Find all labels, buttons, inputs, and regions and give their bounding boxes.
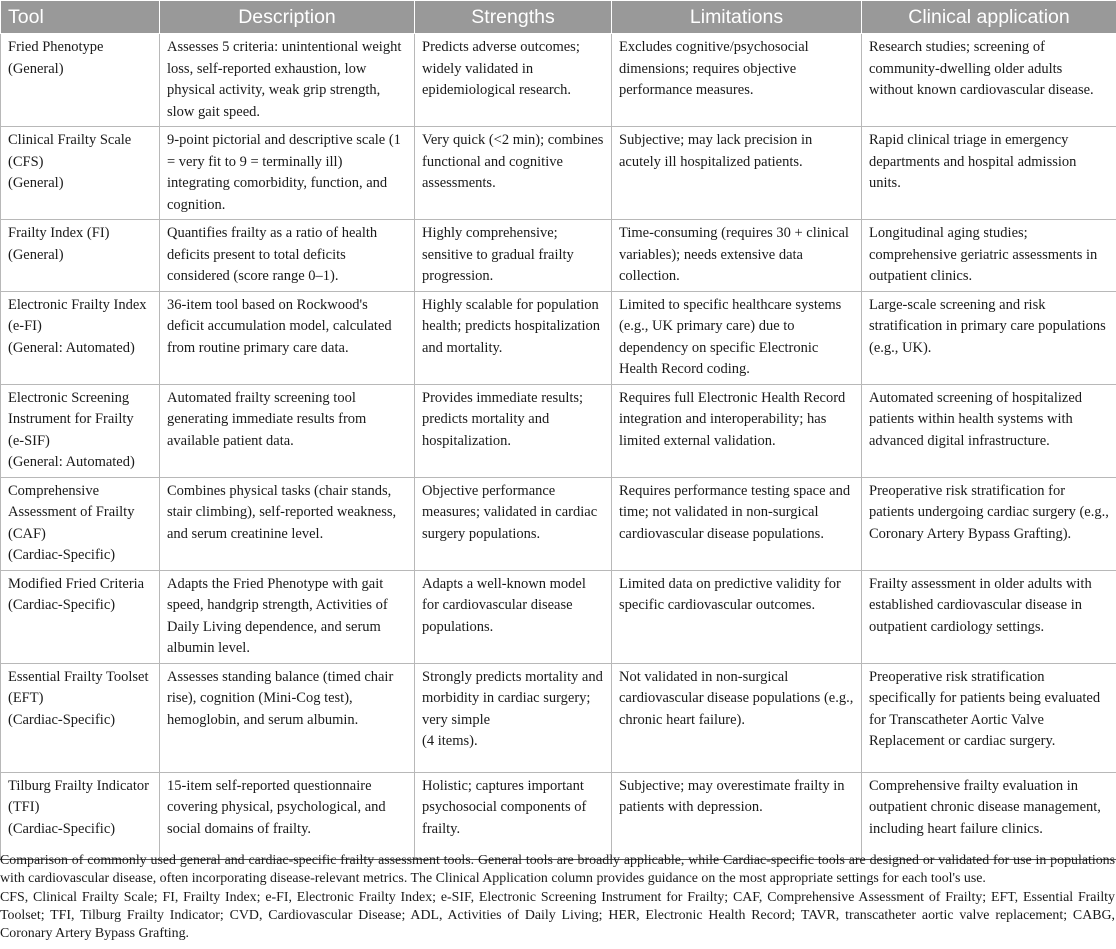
- table-row: [1, 477, 1116, 570]
- cell-clinical-application: Automated screening of hospitalized patients within health systems with advanced digital infrastructure.: [862, 384, 1116, 477]
- cell-tool: Modified Fried Criteria (Cardiac-Specific): [1, 570, 160, 663]
- footnote-abbreviations: CFS, Clinical Frailty Scale; FI, Frailty Index; e-FI, Electronic Frailty Index; e-SIF, Electronic Screening Instrument for Frailty; CAF, Comprehensive Assessment of Frailty; EFT, Essential Frailty Toolset; TFI, Tilburg Frailty Indicator; CVD, Cardiovascular Disease; ADL, Activities of Daily Living; HER, Electronic Health Record; TAVR, transcatheter aortic valve replacement; CABG, Coronary Artery Bypass Grafting.: [0, 889, 1115, 942]
- cell-clinical-application: Large-scale screening and risk stratification in primary care populations (e.g., UK).: [862, 291, 1116, 384]
- cell-limitations: Limited data on predictive validity for specific cardiovascular outcomes.: [612, 570, 862, 663]
- table-row: [1, 772, 1116, 859]
- table-row: [1, 34, 1116, 127]
- cell-tool: Tilburg Frailty Indicator (TFI) (Cardiac-Specific): [1, 772, 160, 859]
- cell-strengths: Adapts a well-known model for cardiovascular disease populations.: [415, 570, 612, 663]
- footnote-caption: Comparison of commonly used general and cardiac-specific frailty assessment tools. General tools are broadly applicable, while Cardiac-specific tools are designed or validated for use in populations with cardiovascular disease, often incorporating disease-relevant metrics. The Clinical Application column provides guidance on the most appropriate settings for each tool's use.: [0, 853, 1115, 887]
- table-row: [1, 127, 1116, 220]
- cell-limitations: Requires full Electronic Health Record integration and interoperability; has limited external validation.: [612, 384, 862, 477]
- table-footnote: [0, 852, 1116, 943]
- cell-description: 9-point pictorial and descriptive scale (1 = very fit to 9 = terminally ill) integrating comorbidity, function, and cognition.: [160, 127, 415, 220]
- cell-strengths: Predicts adverse outcomes; widely validated in epidemiological research.: [415, 34, 612, 127]
- cell-strengths: Highly scalable for population health; predicts hospitalization and mortality.: [415, 291, 612, 384]
- cell-tool: Electronic Frailty Index (e-FI) (General: Automated): [1, 291, 160, 384]
- cell-strengths: Holistic; captures important psychosocial components of frailty.: [415, 772, 612, 859]
- cell-clinical-application: Research studies; screening of community-dwelling older adults without known cardiovascular disease.: [862, 34, 1116, 127]
- cell-strengths: Highly comprehensive; sensitive to gradual frailty progression.: [415, 220, 612, 292]
- cell-limitations: Time-consuming (requires 30 + clinical variables); needs extensive data collection.: [612, 220, 862, 292]
- cell-description: Automated frailty screening tool generating immediate results from available patient data.: [160, 384, 415, 477]
- cell-clinical-application: Longitudinal aging studies; comprehensive geriatric assessments in outpatient clinics.: [862, 220, 1116, 292]
- cell-limitations: Subjective; may overestimate frailty in patients with depression.: [612, 772, 862, 859]
- table-row: [1, 384, 1116, 477]
- cell-tool: Essential Frailty Toolset (EFT) (Cardiac-Specific): [1, 663, 160, 772]
- cell-tool: Fried Phenotype (General): [1, 34, 160, 127]
- header-row: [1, 1, 1116, 34]
- cell-clinical-application: Comprehensive frailty evaluation in outpatient chronic disease management, including heart failure clinics.: [862, 772, 1116, 859]
- cell-description: Assesses 5 criteria: unintentional weight loss, self-reported exhaustion, low physical activity, weak grip strength, slow gait speed.: [160, 34, 415, 127]
- cell-strengths: Objective performance measures; validated in cardiac surgery populations.: [415, 477, 612, 570]
- header-tool: Tool: [1, 1, 160, 34]
- cell-tool: Comprehensive Assessment of Frailty (CAF) (Cardiac-Specific): [1, 477, 160, 570]
- cell-description: Quantifies frailty as a ratio of health deficits present to total deficits considered (score range 0–1).: [160, 220, 415, 292]
- cell-limitations: Requires performance testing space and time; not validated in non-surgical cardiovascular disease populations.: [612, 477, 862, 570]
- cell-clinical-application: Rapid clinical triage in emergency departments and hospital admission units.: [862, 127, 1116, 220]
- header-limitations: Limitations: [612, 1, 862, 34]
- cell-strengths: Strongly predicts mortality and morbidity in cardiac surgery; very simple (4 items).: [415, 663, 612, 772]
- table-body: [1, 34, 1116, 860]
- cell-limitations: Limited to specific healthcare systems (e.g., UK primary care) due to dependency on specific Electronic Health Record coding.: [612, 291, 862, 384]
- cell-description: Adapts the Fried Phenotype with gait speed, handgrip strength, Activities of Daily Living dependence, and serum albumin level.: [160, 570, 415, 663]
- table-row: [1, 220, 1116, 292]
- cell-tool: Frailty Index (FI) (General): [1, 220, 160, 292]
- header-description: Description: [160, 1, 415, 34]
- cell-limitations: Not validated in non-surgical cardiovascular disease populations (e.g., chronic heart failure).: [612, 663, 862, 772]
- cell-description: Combines physical tasks (chair stands, stair climbing), self-reported weakness, and serum creatinine level.: [160, 477, 415, 570]
- cell-limitations: Subjective; may lack precision in acutely ill hospitalized patients.: [612, 127, 862, 220]
- table-row: [1, 291, 1116, 384]
- header-strengths: Strengths: [415, 1, 612, 34]
- cell-tool: Electronic Screening Instrument for Frailty (e-SIF) (General: Automated): [1, 384, 160, 477]
- cell-clinical-application: Preoperative risk stratification specifically for patients being evaluated for Transcatheter Aortic Valve Replacement or cardiac surgery.: [862, 663, 1116, 772]
- cell-clinical-application: Preoperative risk stratification for patients undergoing cardiac surgery (e.g., Coronary Artery Bypass Grafting).: [862, 477, 1116, 570]
- cell-description: Assesses standing balance (timed chair rise), cognition (Mini-Cog test), hemoglobin, and serum albumin.: [160, 663, 415, 772]
- cell-limitations: Excludes cognitive/psychosocial dimensions; requires objective performance measures.: [612, 34, 862, 127]
- table-header: [1, 1, 1116, 34]
- header-clinical-application: Clinical application: [862, 1, 1116, 34]
- cell-clinical-application: Frailty assessment in older adults with established cardiovascular disease in outpatient cardiology settings.: [862, 570, 1116, 663]
- cell-strengths: Provides immediate results; predicts mortality and hospitalization.: [415, 384, 612, 477]
- cell-strengths: Very quick (<2 min); combines functional and cognitive assessments.: [415, 127, 612, 220]
- cell-tool: Clinical Frailty Scale (CFS) (General): [1, 127, 160, 220]
- cell-description: 36-item tool based on Rockwood's deficit accumulation model, calculated from routine primary care data.: [160, 291, 415, 384]
- cell-description: 15-item self-reported questionnaire covering physical, psychological, and social domains of frailty.: [160, 772, 415, 859]
- table-row: [1, 570, 1116, 663]
- table-row: [1, 663, 1116, 772]
